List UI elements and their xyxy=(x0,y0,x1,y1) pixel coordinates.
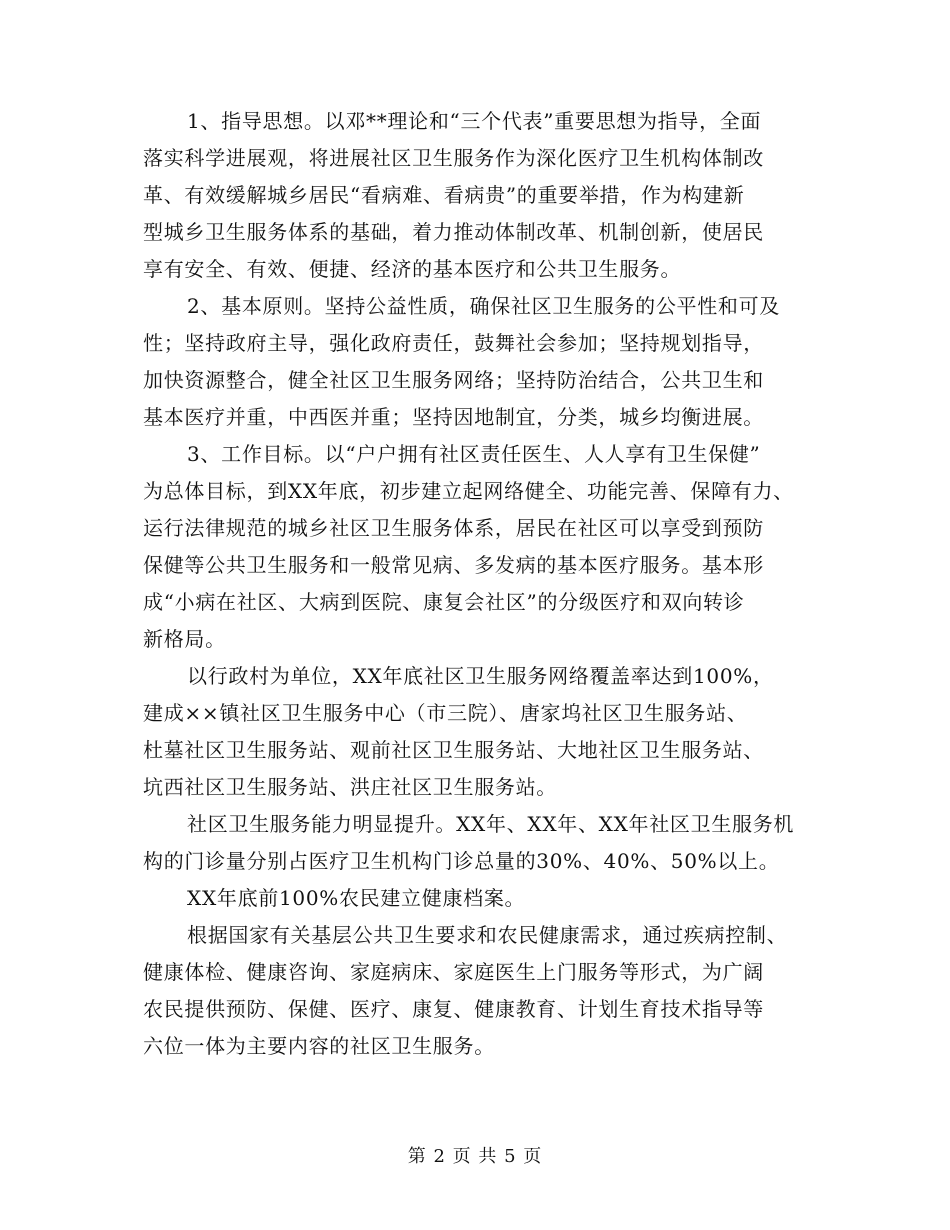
text-line: 社区卫生服务能力明显提升。XX年、XX年、XX年社区卫生服务机 xyxy=(187,812,795,836)
text-line: 成“小病在社区、大病到医院、康复会社区”的分级医疗和双向转诊 xyxy=(143,590,745,614)
text-line: 基本医疗并重，中西医并重；坚持因地制宜，分类，城乡均衡进展。 xyxy=(143,405,764,429)
text-line: 六位一体为主要内容的社区卫生服务。 xyxy=(143,1034,495,1058)
text-line: XX年底前100%农民建立健康档案。 xyxy=(187,886,526,910)
text-line: 根据国家有关基层公共卫生要求和农民健康需求，通过疾病控制、 xyxy=(187,923,788,947)
text-line: 农民提供预防、保健、医疗、康复、健康教育、计划生育技术指导等 xyxy=(143,997,764,1021)
paragraph-network-coverage xyxy=(143,658,815,806)
text-line: 落实科学进展观，将进展社区卫生服务作为深化医疗卫生机构体制改 xyxy=(143,146,764,170)
text-line: 2、基本原则。坚持公益性质，确保社区卫生服务的公平性和可及 xyxy=(187,294,781,318)
text-line: 1、指导思想。以邓**理论和“三个代表”重要思想为指导，全面 xyxy=(187,109,762,133)
document-body xyxy=(143,103,815,1065)
paragraph-health-records xyxy=(143,880,815,917)
paragraph-guiding-ideology xyxy=(143,103,815,288)
text-line: 建成××镇社区卫生服务中心（市三院）、唐家坞社区卫生服务站、 xyxy=(143,701,748,725)
text-line: 3、工作目标。以“户户拥有社区责任医生、人人享有卫生保健” xyxy=(187,442,761,466)
text-line: 构的门诊量分别占医疗卫生机构门诊总量的30%、40%、50%以上。 xyxy=(143,849,780,873)
text-line: 为总体目标，到XX年底，初步建立起网络健全、功能完善、保障有力、 xyxy=(143,479,794,503)
text-line: 运行法律规范的城乡社区卫生服务体系，居民在社区可以享受到预防 xyxy=(143,516,764,540)
paragraph-service-content xyxy=(143,917,815,1065)
text-line: 杜墓社区卫生服务站、观前社区卫生服务站、大地社区卫生服务站、 xyxy=(143,738,764,762)
text-line: 享有安全、有效、便捷、经济的基本医疗和公共卫生服务。 xyxy=(143,257,682,281)
text-line: 以行政村为单位，XX年底社区卫生服务网络覆盖率达到100%， xyxy=(187,664,774,688)
text-line: 健康体检、健康咨询、家庭病床、家庭医生上门服务等形式，为广阔 xyxy=(143,960,764,984)
paragraph-basic-principles xyxy=(143,288,815,436)
text-line: 型城乡卫生服务体系的基础，着力推动体制改革、机制创新，使居民 xyxy=(143,220,764,244)
text-line: 坑西社区卫生服务站、洪庄社区卫生服务站。 xyxy=(143,775,557,799)
paragraph-work-goals xyxy=(143,436,815,658)
paragraph-service-capacity xyxy=(143,806,815,880)
page-number-footer: 第 2 页 共 5 页 xyxy=(407,1146,543,1167)
text-line: 新格局。 xyxy=(143,627,226,651)
text-line: 保健等公共卫生服务和一般常见病、多发病的基本医疗服务。基本形 xyxy=(143,553,764,577)
text-line: 革、有效缓解城乡居民“看病难、看病贵”的重要举措，作为构建新 xyxy=(143,183,745,207)
text-line: 加快资源整合，健全社区卫生服务网络；坚持防治结合，公共卫生和 xyxy=(143,368,764,392)
text-line: 性；坚持政府主导，强化政府责任，鼓舞社会参加；坚持规划指导， xyxy=(143,331,764,355)
